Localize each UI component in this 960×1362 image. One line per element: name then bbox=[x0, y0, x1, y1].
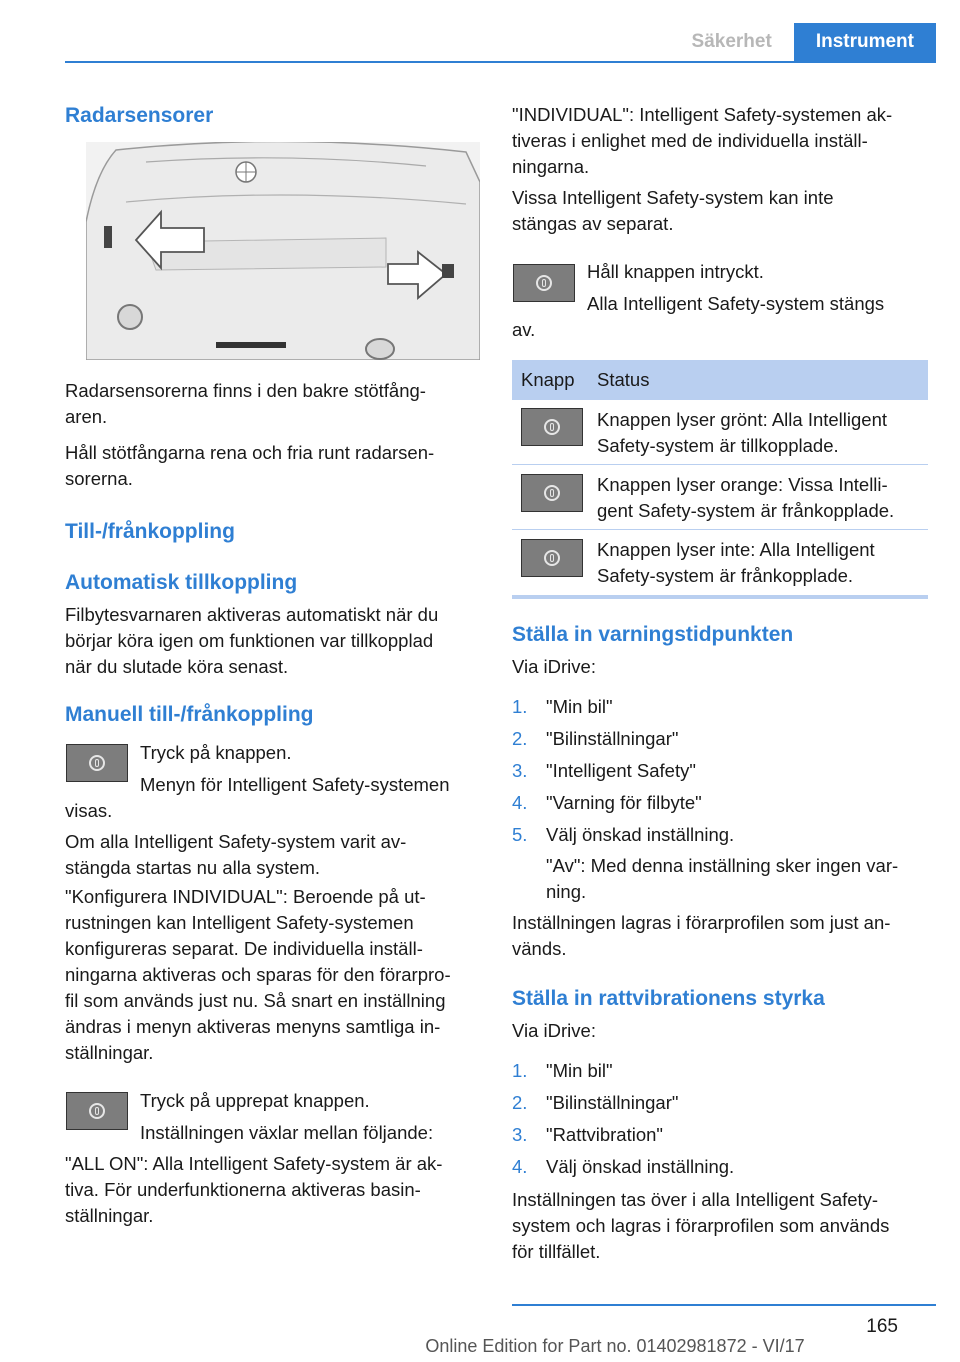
list-item: "Bilinställningar" bbox=[546, 1092, 679, 1113]
list-number: 5. bbox=[512, 824, 528, 845]
heading-automatisk-tillkoppling: Automatisk tillkoppling bbox=[65, 571, 298, 594]
heading-rattvibration: Ställa in rattvibrationens styrka bbox=[512, 987, 825, 1010]
intelligent-safety-icon bbox=[544, 485, 560, 501]
list-number: 3. bbox=[512, 760, 528, 781]
text-vaxlar: Inställningen växlar mellan följande: bbox=[140, 1122, 434, 1143]
list-number: 1. bbox=[512, 1060, 528, 1081]
footer-rule bbox=[512, 1304, 936, 1306]
table-col-status: Status bbox=[597, 369, 650, 390]
intelligent-safety-icon bbox=[544, 550, 560, 566]
list-item: "Min bil" bbox=[546, 1060, 613, 1081]
intelligent-safety-icon bbox=[89, 1103, 105, 1119]
intelligent-safety-button[interactable] bbox=[66, 744, 128, 782]
car-rear-illustration bbox=[86, 142, 480, 360]
text-menyn: Menyn för Intelligent Safety-systemen bbox=[140, 774, 450, 795]
para-konfigurera: "Konfigurera INDIVIDUAL": Beroende på ut- rustningen kan Intelligent Safety-systemen konfigureras separat. De individuella inställ- ningarna aktiveras och sparas för den förarpro- fil som används just nu. Så snart en inställning ändras i menyn aktiveras menyns samtliga in- ställningar. bbox=[65, 886, 451, 1063]
list-item: "Rattvibration" bbox=[546, 1124, 663, 1145]
list-item: "Min bil" bbox=[546, 696, 613, 717]
list-item: "Varning för filbyte" bbox=[546, 792, 702, 813]
table-row: Knappen lyser grönt: Alla Intelligent Safety-system är tillkopplade. bbox=[597, 409, 888, 456]
para-radar-1: Radarsensorerna finns i den bakre stötfång- aren. bbox=[65, 380, 426, 427]
table-button-off bbox=[521, 539, 583, 577]
text-via-idrive-1: Via iDrive: bbox=[512, 656, 596, 677]
car-rear-image bbox=[86, 142, 480, 360]
list-number: 1. bbox=[512, 696, 528, 717]
text-av: av. bbox=[512, 319, 536, 340]
list-item: Välj önskad inställning. bbox=[546, 1156, 735, 1177]
intelligent-safety-icon bbox=[89, 755, 105, 771]
page-number: 165 bbox=[866, 1316, 898, 1337]
para-om-alla: Om alla Intelligent Safety-system varit av- stängda startas nu alla system. bbox=[65, 831, 407, 878]
tab-sakerhet[interactable]: Säkerhet bbox=[670, 23, 794, 61]
tab-instrument[interactable]: Instrument bbox=[794, 23, 936, 61]
header-tabs bbox=[670, 23, 936, 61]
heading-till-frankoppling: Till-/frånkoppling bbox=[65, 520, 235, 543]
list-number: 4. bbox=[512, 1156, 528, 1177]
para-automatisk: Filbytesvarnaren aktiveras automatiskt när du börjar köra igen om funktionen var tillkopplad när du slutade köra senast. bbox=[65, 604, 439, 677]
intelligent-safety-button-3[interactable] bbox=[513, 264, 575, 302]
heading-varningstidpunkten: Ställa in varningstidpunkten bbox=[512, 623, 794, 646]
heading-manuell: Manuell till-/frånkoppling bbox=[65, 703, 314, 726]
table-button-green bbox=[521, 408, 583, 446]
table-row-divider bbox=[512, 529, 928, 530]
list-number: 3. bbox=[512, 1124, 528, 1145]
list-item: "Bilinställningar" bbox=[546, 728, 679, 749]
text-tryck: Tryck på knappen. bbox=[140, 742, 292, 763]
heading-radarsensorer: Radarsensorer bbox=[65, 104, 214, 127]
table-row-divider bbox=[512, 464, 928, 465]
table-button-orange bbox=[521, 474, 583, 512]
table-bottom-rule bbox=[512, 595, 928, 599]
intelligent-safety-icon bbox=[536, 275, 552, 291]
list-number: 2. bbox=[512, 1092, 528, 1113]
footer-edition: Online Edition for Part no. 01402981872 - VI/17 bbox=[425, 1336, 805, 1356]
text-upprepat: Tryck på upprepat knappen. bbox=[140, 1090, 370, 1111]
table-row: Knappen lyser inte: Alla Intelligent Safety-system är frånkopplade. bbox=[597, 539, 875, 586]
text-via-idrive-2: Via iDrive: bbox=[512, 1020, 596, 1041]
para-lagras: Inställningen lagras i förarprofilen som just an- vänds. bbox=[512, 912, 891, 959]
para-av-installning: "Av": Med denna inställning sker ingen var- ning. bbox=[546, 855, 899, 902]
para-all-on: "ALL ON": Alla Intelligent Safety-system är ak- tiva. För underfunktionerna aktiveras basin- ställningar. bbox=[65, 1153, 443, 1226]
table-col-knapp: Knapp bbox=[521, 369, 575, 390]
para-individual: "INDIVIDUAL": Intelligent Safety-systemen ak- tiveras i enlighet med de individuella inställ- ningarna. bbox=[512, 104, 893, 177]
para-radar-2: Håll stötfångarna rena och fria runt radarsen- sorerna. bbox=[65, 442, 435, 489]
text-visas: visas. bbox=[65, 800, 113, 821]
text-alla-stangs: Alla Intelligent Safety-system stängs bbox=[587, 293, 885, 314]
list-item: Välj önskad inställning. bbox=[546, 824, 735, 845]
intelligent-safety-button-2[interactable] bbox=[66, 1092, 128, 1130]
text-hall: Håll knappen intryckt. bbox=[587, 261, 764, 282]
list-number: 4. bbox=[512, 792, 528, 813]
list-number: 2. bbox=[512, 728, 528, 749]
intelligent-safety-icon bbox=[544, 419, 560, 435]
table-row: Knappen lyser orange: Vissa Intelli- gent Safety-system är frånkopplade. bbox=[597, 474, 895, 521]
list-item: "Intelligent Safety" bbox=[546, 760, 696, 781]
header-rule bbox=[65, 61, 936, 63]
para-tas-over: Inställningen tas över i alla Intelligent Safety- system och lagras i förarprofilen som används för tillfället. bbox=[512, 1189, 890, 1262]
para-vissa: Vissa Intelligent Safety-system kan inte stängas av separat. bbox=[512, 187, 834, 234]
